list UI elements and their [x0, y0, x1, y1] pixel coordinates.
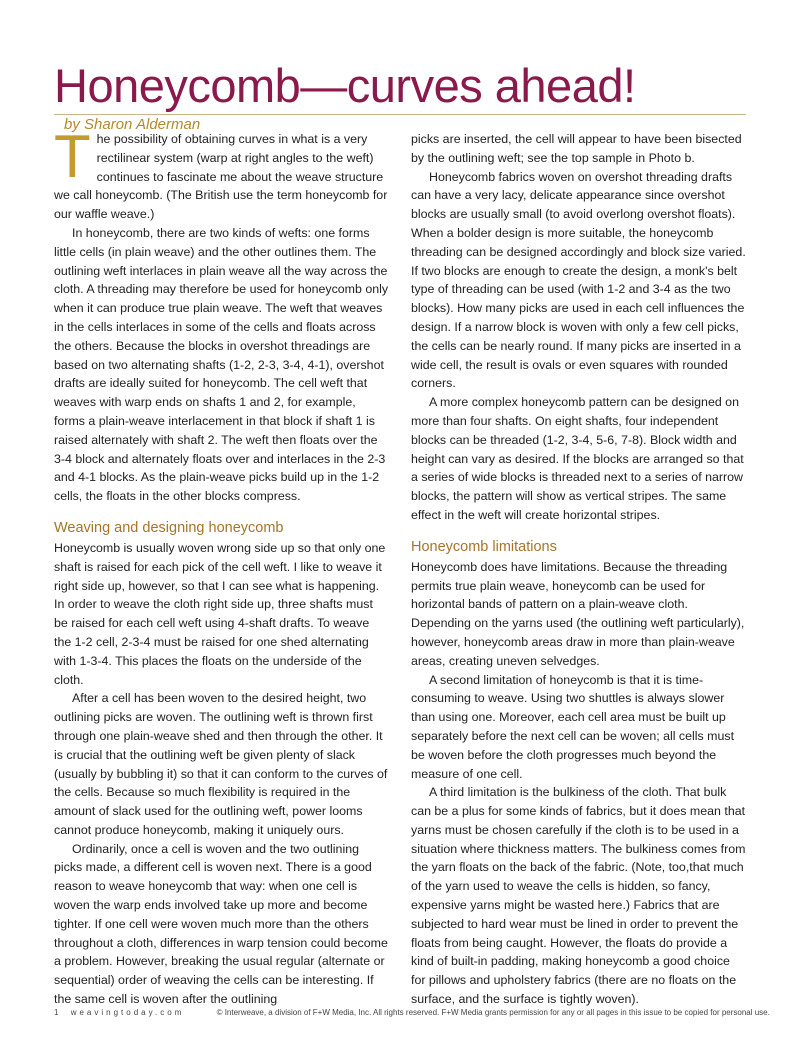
paragraph: The possibility of obtaining curves in what is a very rectilinear system (warp at right angles to the weft) continues to fascinate me about the weave structure we call honeycomb. (The British use the term honeycomb for our waffle weave.): [54, 123, 388, 222]
header-rule: [54, 114, 746, 115]
right-column: [411, 130, 746, 1009]
paragraph: A third limitation is the bulkiness of the cloth. That bulk can be a plus for some kinds of fabrics, but it does mean that yarns must be chosen carefully if the cloth is to be used in a situation where thickness matters. The bulkiness comes from the yarn floats on the back of the fabric. (Note, too,that much of the yarn used to weave the cells is hidden, so fancy, expensive yarns might be wasted here.) Fabrics that are subjected to hard wear must be lined in order to prevent the floats from being caught. However, the floats do provide a kind of built-in padding, making honeycomb a good choice for pillows and upholstery fabrics (there are no floats on the surface, and the surface is tightly woven).: [411, 785, 746, 1007]
paragraph: picks are inserted, the cell will appear to have been bisected by the outlining weft; see the top sample in Photo b.: [411, 132, 742, 165]
section-heading: Weaving and designing honeycomb: [54, 519, 284, 536]
section-heading: Honeycomb limitations: [411, 538, 557, 555]
article-header: [54, 56, 746, 133]
page-number: 1: [54, 1008, 59, 1017]
paragraph: Honeycomb is usually woven wrong side up so that only one shaft is raised for each pick of the cell weft. I like to weave it right side up, however, so that I can see what is happening. In order to weave the cloth right side up, three shafts must be raised for each cell weft using 4-shaft drafts. To weave the 1-2 cell, 2-3-4 must be raised for one shed alternating with 1-3-4. This places the floats on the underside of the cloth.: [54, 540, 386, 687]
paragraph: After a cell has been woven to the desired height, two outlining picks are woven. The outlining weft is thrown first through one plain-weave shed and then through the other. It is crucial that the outlining weft be given plenty of slack (usually by bubbling it) so that it can conform to the curves of the cells. Because so much flexibility is required in the amount of slack used for the outlining weft, power looms cannot produce honeycomb, making it uniquely ours.: [54, 691, 388, 837]
paragraph: Honeycomb does have limitations. Because the threading permits true plain weave, honeycomb can be used for horizontal bands of pattern on a plain-weave cloth. Depending on the yarns used (the outlining weft particularly), however, honeycomb areas draw in more than plain-weave areas, creating uneven selvedges.: [411, 559, 745, 668]
drop-cap: T: [54, 123, 91, 190]
paragraph: A more complex honeycomb pattern can be designed on more than four shafts. On eight shafts, four independent blocks can be threaded (1-2, 3-4, 5-6, 7-8). Block width and height can vary as desired. If the blocks are arranged so that a series of wide blocks is threaded next to a series of narrow blocks, the pattern will show as vertical stripes. The same effect in the weft will create horizontal stripes.: [411, 395, 744, 522]
author-byline: by Sharon Alderman: [64, 116, 201, 133]
copyright-notice: © Interweave, a division of F+W Media, Inc. All rights reserved. F+W Media grants permission for any or all pages in this issue to be copied for personal use.: [216, 1008, 770, 1017]
paragraph: Ordinarily, once a cell is woven and the two outlining picks made, a different cell is woven next. There is a good reason to weave honeycomb that way: when one cell is woven the warp ends involved take up more and become tighter. If one cell were woven much more than the others throughout a cloth, differences in warp tension could become a problem. However, breaking the usual regular (alternate or sequential) order of weaving the cells can be interesting. If the same cell is woven after the outlining: [54, 841, 388, 1007]
paragraph: In honeycomb, there are two kinds of wefts: one forms little cells (in plain weave) and the other outlines them. The outlining weft interlaces in plain weave all the way across the cloth. A threading may therefore be used for honeycomb only when it can produce true plain weave. The weft that weaves in the cells interlaces in some of the cells and floats across the others. Because the blocks in overshot threadings are based on two alternating shafts (1-2, 2-3, 3-4, 4-1), overshot drafts are ideally suited for honeycomb. The cell weft that weaves with warp ends on shafts 1 and 2, for example, forms a plain-weave interlacement in that block if shaft 1 is raised alternately with shaft 2. The weft then floats over the 3-4 block and alternately floats over and interlaces in the 2-3 and 4-1 blocks. As the plain-weave picks build up in the 1-2 cells, the floats in the other blocks compress.: [54, 225, 389, 504]
site-link[interactable]: weavingtoday.com: [70, 1008, 185, 1017]
page-footer: [54, 1008, 770, 1017]
paragraph: Honeycomb fabrics woven on overshot threading drafts can have a very lacy, delicate appearance since overshot blocks are usually small (to avoid overlong overshot floats). When a bolder design is more suitable, the honeycomb threading can be designed accordingly and block size varied. If two blocks are enough to create the design, a monk's belt type of threading can be used (with 1-2 and 3-4 as the two blocks). How many picks are used in each cell influences the design. If a narrow block is woven with only a few cell picks, the cells can be nearly round. If many picks are inserted in a wide cell, the result is ovals or even squares with rounded corners.: [411, 169, 746, 391]
article-title: Honeycomb—curves ahead!: [54, 59, 636, 112]
paragraph: A second limitation of honeycomb is that it is time-consuming to weave. Using two shuttles is always slower than using one. Moreover, each cell area must be built up separately before the next cell can be woven; all cells must be woven before the cloth progresses much beyond the measure of one cell.: [411, 672, 735, 781]
